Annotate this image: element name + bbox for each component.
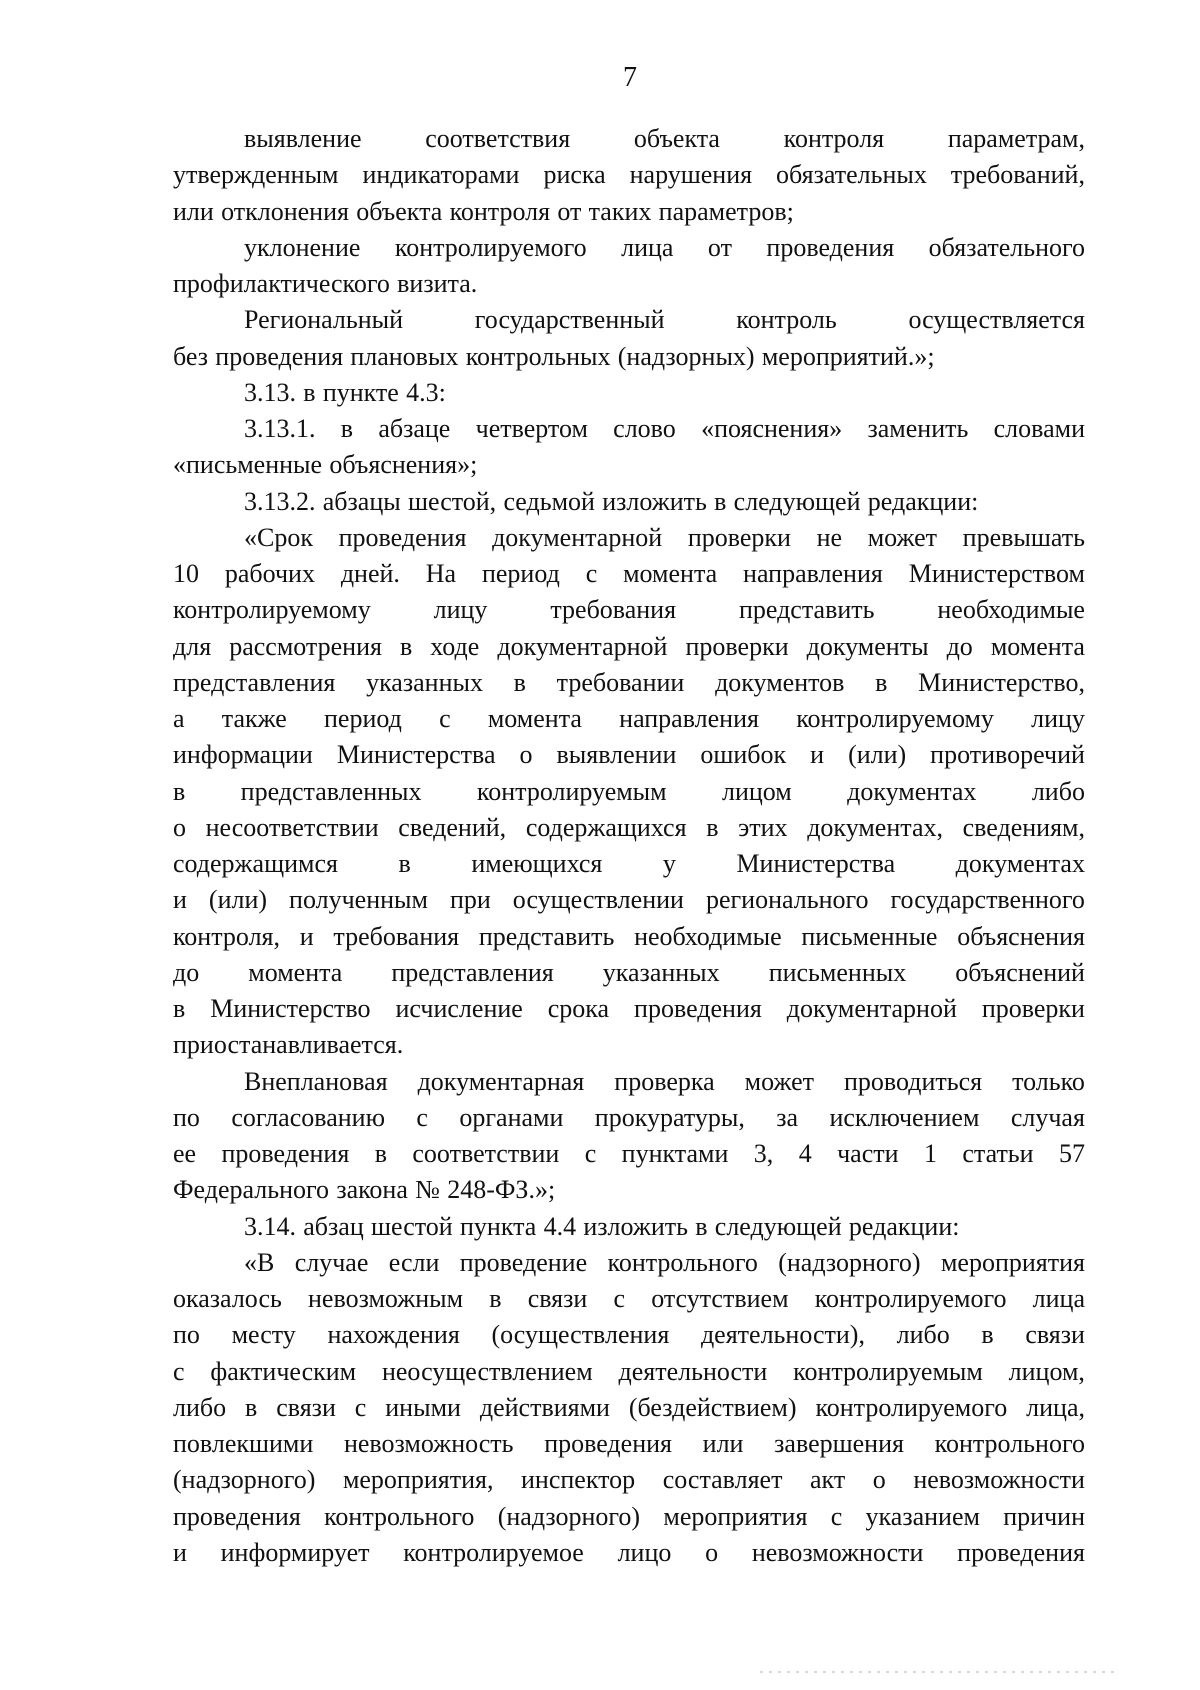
paragraph	[173, 1245, 1085, 1571]
text-line: выявление соответствия объекта контроля параметрам,	[244, 124, 1085, 153]
text-line: Внеплановая документарная проверка может проводиться только	[244, 1066, 1085, 1096]
text-line: уклонение контролируемого лица от проведения обязательного	[244, 232, 1085, 262]
page-number: 7	[623, 62, 637, 93]
paragraph	[173, 230, 1085, 303]
text-line: в Министерство исчисление срока проведения документарной проверки	[173, 994, 1085, 1023]
text-line: до момента представления указанных письменных объяснений	[173, 957, 1085, 987]
text-line: по месту нахождения (осуществления деятельности), либо в связи	[173, 1320, 1085, 1350]
paragraph	[173, 411, 1085, 484]
text-line: в представленных контролируемым лицом документах либо	[173, 776, 1085, 806]
text-line: утвержденным индикаторами риска нарушения обязательных требований,	[173, 160, 1085, 190]
paragraph	[173, 121, 1085, 230]
scan-artifact	[760, 1671, 1120, 1673]
text-line: «письменные объяснения»;	[173, 450, 478, 480]
text-line: «В случае если проведение контрольного (надзорного) мероприятия	[244, 1247, 1085, 1277]
text-line: 3.13.2. абзацы шестой, седьмой изложить в следующей редакции:	[244, 486, 979, 516]
text-line: информации Министерства о выявлении ошибок и (или) противоречий	[173, 740, 1085, 770]
text-line: повлекшими невозможность проведения или завершения контрольного	[173, 1429, 1085, 1458]
text-line: ее проведения в соответствии с пунктами 3, 4 части 1 статьи 57	[173, 1139, 1085, 1168]
text-line: 3.13. в пункте 4.3:	[244, 377, 446, 407]
text-line: и информирует контролируемое лицо о невозможности проведения	[173, 1537, 1085, 1567]
text-line: Федерального закона № 248-ФЗ.»;	[173, 1175, 556, 1205]
text-line: или отклонения объекта контроля от таких параметров;	[173, 196, 794, 226]
text-line: а также период с момента направления контролируемому лицу	[173, 704, 1085, 733]
text-line: приостанавливается.	[173, 1030, 404, 1060]
text-line: либо в связи с иными действиями (бездействием) контролируемого лица,	[173, 1392, 1085, 1422]
text-line: профилактического визита.	[173, 269, 478, 298]
text-line: по согласованию с органами прокуратуры, за исключением случая	[173, 1102, 1085, 1132]
text-line: проведения контрольного (надзорного) мероприятия с указанием причин	[173, 1501, 1085, 1531]
paragraph	[173, 302, 1085, 375]
text-line: (надзорного) мероприятия, инспектор составляет акт о невозможности	[173, 1465, 1085, 1495]
document-body	[173, 121, 1085, 1571]
text-line: контроля, и требования представить необходимые письменные объяснения	[173, 921, 1085, 951]
text-line: о несоответствии сведений, содержащихся в этих документах, сведениям,	[173, 812, 1085, 842]
text-line: с фактическим неосуществлением деятельности контролируемым лицом,	[173, 1356, 1085, 1386]
text-line: представления указанных в требовании документов в Министерство,	[173, 667, 1085, 697]
text-line: 10 рабочих дней. На период с момента направления Министерством	[173, 559, 1085, 588]
text-line: «Срок проведения документарной проверки не может превышать	[244, 522, 1085, 552]
text-line: 3.14. абзац шестой пункта 4.4 изложить в следующей редакции:	[244, 1211, 960, 1241]
text-line: оказалось невозможным в связи с отсутствием контролируемого лица	[173, 1284, 1085, 1313]
text-line: 3.13.1. в абзаце четвертом слово «пояснения» заменить словами	[244, 414, 1085, 443]
text-line: Региональный государственный контроль осуществляется	[244, 305, 1085, 335]
text-line: и (или) полученным при осуществлении регионального государственного	[173, 885, 1085, 915]
text-line: без проведения плановых контрольных (надзорных) мероприятий.»;	[173, 341, 935, 371]
paragraph	[173, 520, 1085, 1064]
text-line: контролируемому лицу требования представить необходимые	[173, 595, 1085, 625]
text-line: для рассмотрения в ходе документарной проверки документы до момента	[173, 631, 1085, 661]
text-line: содержащимся в имеющихся у Министерства документах	[173, 849, 1085, 878]
paragraph	[173, 375, 1085, 411]
paragraph	[173, 484, 1085, 520]
paragraph	[173, 1209, 1085, 1245]
paragraph	[173, 1064, 1085, 1209]
